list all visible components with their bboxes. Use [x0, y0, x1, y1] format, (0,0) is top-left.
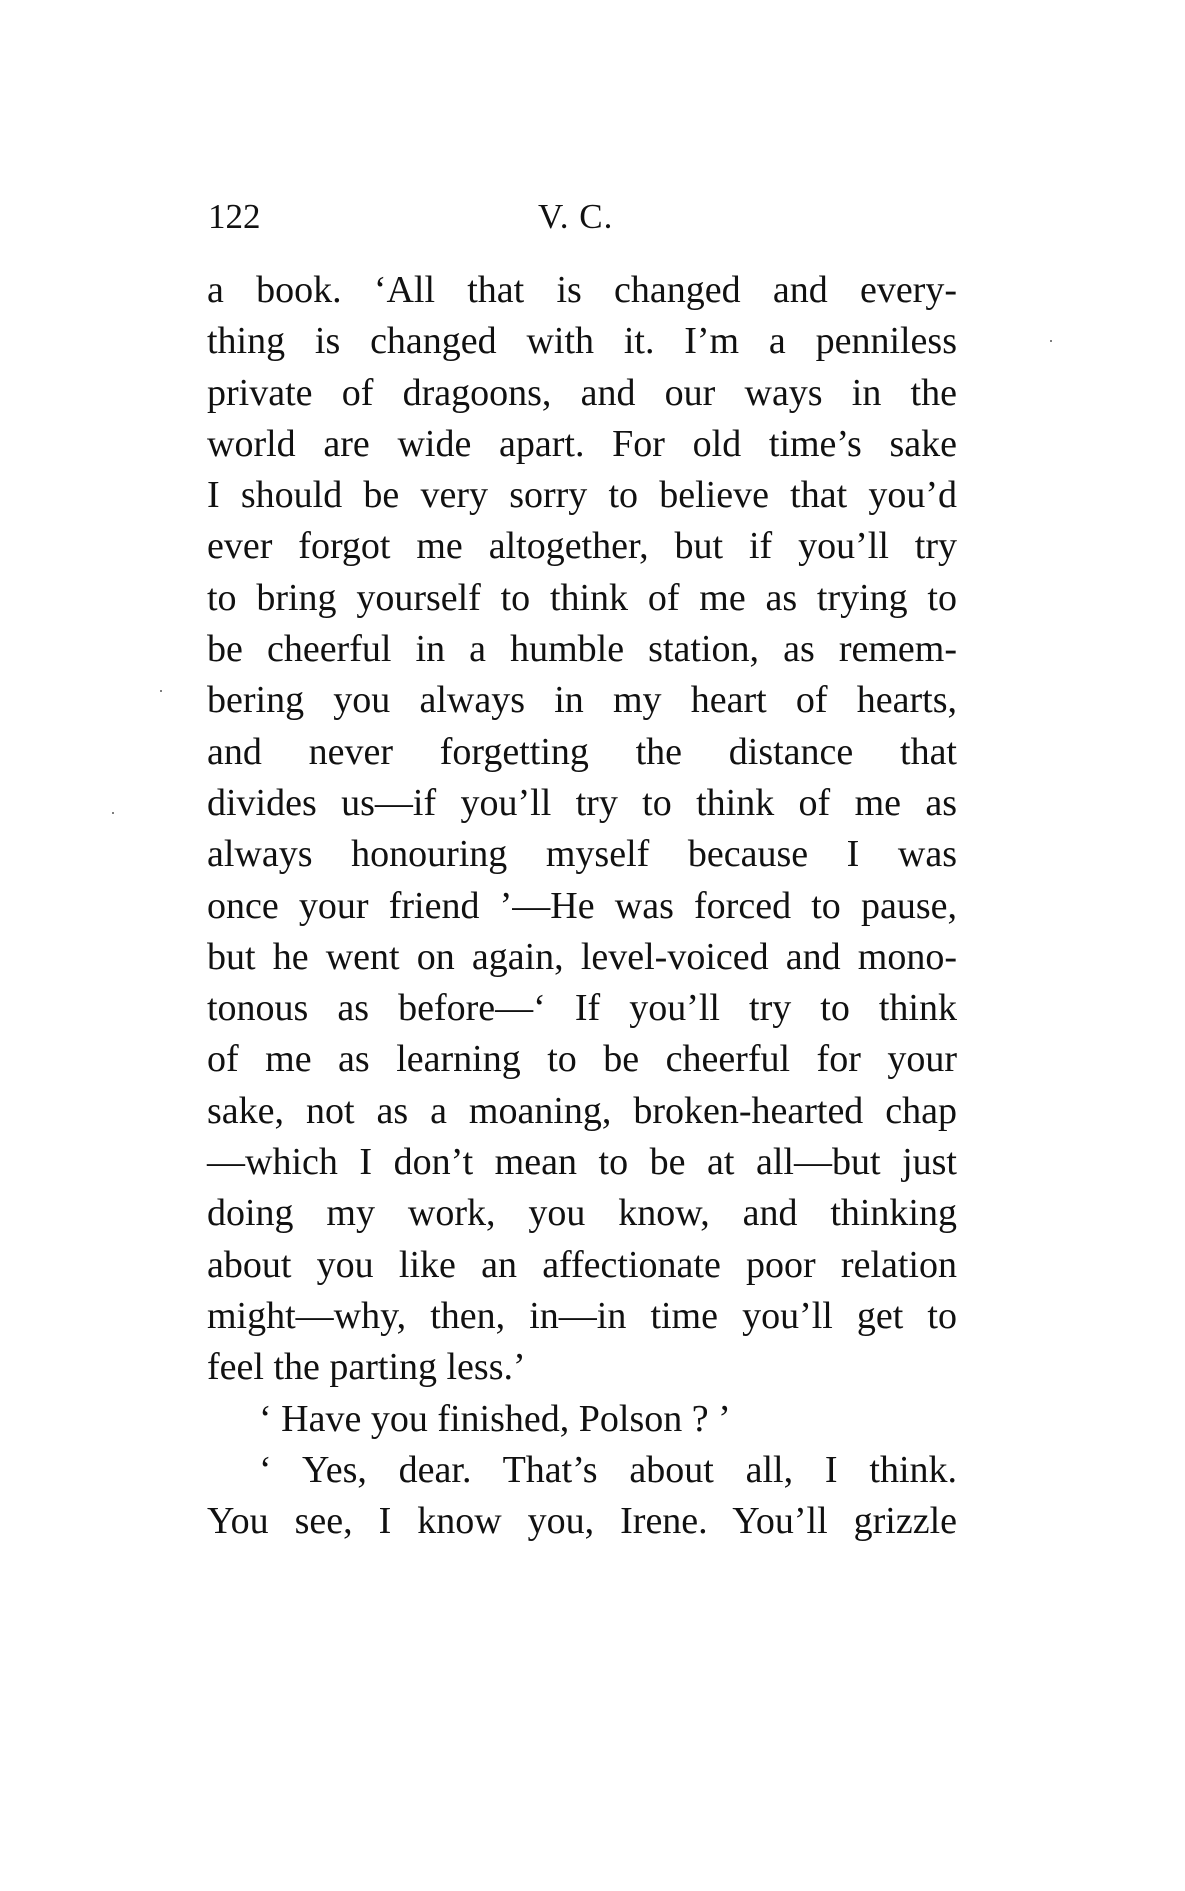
paper-speck: [1050, 340, 1052, 342]
text-line: —which I don’t mean to be at all—but just: [207, 1141, 957, 1184]
dialogue-line: ‘ Yes, dear. That’s about all, I think.: [259, 1448, 957, 1491]
text-line: might—why, then, in—in time you’ll get to: [207, 1294, 957, 1337]
text-line: always honouring myself because I was: [207, 833, 957, 876]
text-line: tonous as before—‘ If you’ll try to think: [207, 987, 957, 1030]
text-line: private of dragoons, and our ways in the: [207, 371, 957, 414]
text-line: doing my work, you know, and thinking: [207, 1192, 957, 1235]
text-line: to bring yourself to think of me as trying to: [207, 576, 957, 619]
page-header: [208, 192, 958, 242]
text-line: bering you always in my heart of hearts,: [207, 679, 957, 722]
text-line: divides us—if you’ll try to think of me as: [207, 781, 957, 824]
text-line: and never forgetting the distance that: [207, 730, 957, 773]
text-line: ever forgot me altogether, but if you’ll try: [207, 525, 957, 568]
body-text: [207, 265, 957, 1547]
text-line: thing is changed with it. I’m a penniless: [207, 320, 957, 363]
text-line: world are wide apart. For old time’s sake: [207, 422, 957, 465]
text-line: about you like an affectionate poor relation: [207, 1243, 957, 1286]
paper-speck: [112, 812, 114, 814]
page-number: 122: [208, 197, 261, 236]
text-line: of me as learning to be cheerful for your: [207, 1038, 957, 1081]
text-line: but he went on again, level-voiced and mono-: [207, 935, 957, 978]
paragraph-end-line: feel the parting less.’: [207, 1346, 526, 1389]
text-line: a book. ‘All that is changed and every-: [207, 269, 957, 311]
running-title: V. C.: [538, 197, 614, 236]
text-line: once your friend ’—He was forced to pause,: [207, 884, 957, 927]
text-line: sake, not as a moaning, broken-hearted chap: [207, 1089, 957, 1132]
text-line: be cheerful in a humble station, as remem-: [207, 628, 957, 671]
dialogue-line: ‘ Have you finished, Polson ? ’: [259, 1397, 731, 1440]
paper-speck: [160, 690, 162, 692]
text-line: I should be very sorry to believe that you’d: [207, 474, 957, 517]
text-line: You see, I know you, Irene. You’ll grizzle: [207, 1500, 957, 1543]
